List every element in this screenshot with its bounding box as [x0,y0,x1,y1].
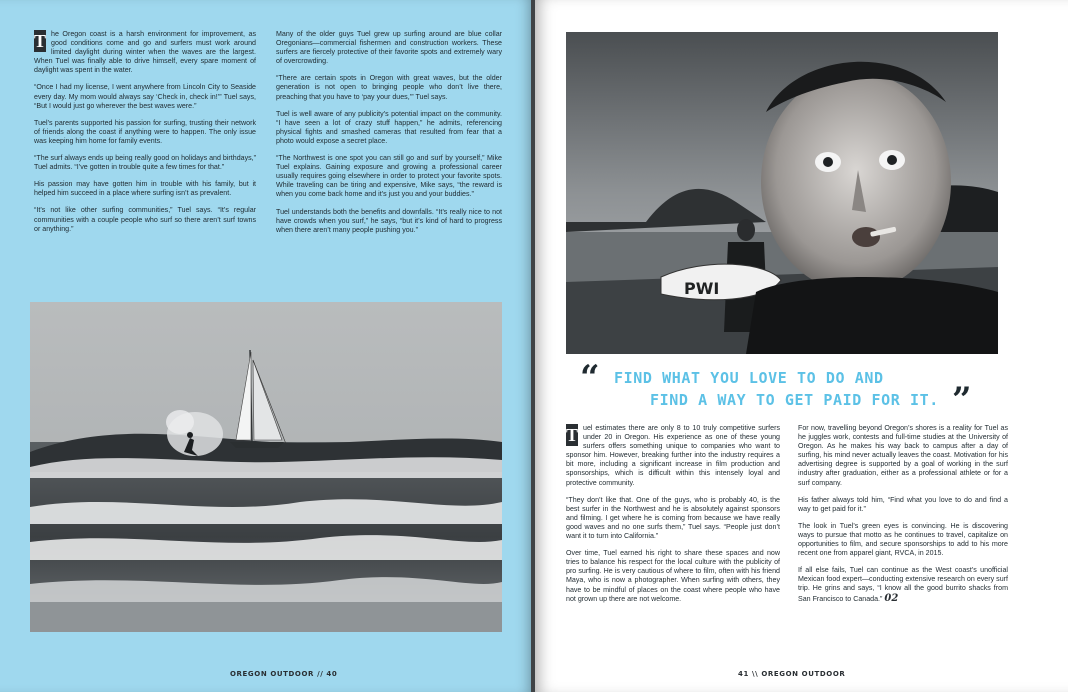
drop-cap: T [566,425,579,445]
paragraph: His father always told him, “Find what you love to do and find a way to get paid for it.” [798,495,1008,513]
page-folio-right: 41 \\ OREGON OUTDOOR [738,670,846,678]
paragraph: T uel estimates there are only 8 to 10 truly competitive surfers under 20 in Oregon. His experience as one of these young surfers offers something unique to companies who want to sponsor him. However, breaking further into the industry requires a bit more, including a significant increase in film production and sponsorships, which is difficult within this intensely loyal and protective community. [566,424,780,487]
drop-cap: T [34,31,47,51]
left-column-2 [276,30,502,235]
paragraph: Many of the older guys Tuel grew up surfing around are blue collar Oregonians—commercial fishermen and construction workers. These surfers are fiercely protective of their favorite spots and extremely wary of overcrowding. [276,30,502,66]
pull-quote [580,358,1010,420]
left-column-1 [34,30,256,234]
surfboard-logo: PWI [684,279,720,298]
paragraph: “The Northwest is one spot you can still go and surf by yourself,” Mike Tuel explains. Gaining exposure and growing a professional career usually requires going elsewhere in order to protect your favorite spots. While traveling can be tiring and expensive, Mike says, “the reward is when you come back home and it’s just you and your buddies.” [276,154,502,199]
right-column-2 [798,424,1008,604]
paragraph: Over time, Tuel earned his right to share these spaces and now tries to balance his respect for the local culture with the publicity of pro surfing. He is very cautious of where to film, often with his friend Maya, who is now a photographer. When surfing with others, they have to be mindful of places on the coast where people who have not grown up there are not welcome. [566,549,780,603]
paragraph: T he Oregon coast is a harsh environment for improvement, as good conditions come and go and surfers must work around limited daylight during winter when the waves are the largest. When Tuel was finally able to drive himself, every spare moment of daylight was spent in the water. [34,30,256,75]
right-column-1 [566,424,780,604]
pull-quote-line-1: FIND WHAT YOU LOVE TO DO AND [614,369,884,387]
paragraph: “There are certain spots in Oregon with great waves, but the older generation is not open to bringing people who don’t live there, preaching that you have to ‘pay your dues,’” Tuel says. [276,74,502,101]
portrait-photo-illustration [566,32,998,354]
paragraph: His passion may have gotten him in trouble with his family, but it helped him succeed in a place where surfing isn’t as prevalent. [34,180,256,198]
page-gutter [531,0,535,692]
quote-open-mark: “ [580,358,600,398]
paragraph: “The surf always ends up being really good on holidays and birthdays,” Tuel admits. “I’ve gotten in trouble quite a few times for that.” [34,154,257,172]
quote-close-mark: ” [952,380,972,420]
article-signoff-mark: 02 [884,592,899,604]
surfing-photo-illustration [30,302,502,632]
paragraph: “They don’t like that. One of the guys, who is probably 40, is the best surfer in the Northwest and he is absolutely against sponsors and filming. I get where he is coming from because we have really good waves and no one surfs them,” Tuel says. “People just don’t want it to turn into California.” [566,495,780,541]
page-folio-left: OREGON OUTDOOR // 40 [230,670,338,678]
paragraph: Tuel understands both the benefits and downfalls. “It’s really nice to not have crowds when you surf,” he says, “but it’s kind of hard to progress when there aren’t many people pushing you.” [276,207,502,234]
pull-quote-line-2: FIND A WAY TO GET PAID FOR IT. [650,391,939,409]
paragraph: If all else fails, Tuel can continue as the West coast’s unofficial Mexican food expert—conducting extensive research on every surf trip. He grins and says, “I know all the good burrito shacks from San Francisco to Canada.” 02 [798,566,1008,604]
paragraph: Tuel is well aware of any publicity’s potential impact on the community. “I have seen a lot of crazy stuff happen,” he admits, referencing physical fights and smashed cameras that resulted from fear that a photo would expose a secret place. [276,109,502,145]
surfer-portrait-photo [566,32,998,354]
paragraph: For now, travelling beyond Oregon’s shores is a reality for Tuel as he juggles work, contests and full-time studies at the University of Oregon. As he makes his way back to campus after a day of surfing, his mind never actually leaves the coast. Motivation for his advertising degree is supported by a goal of working in the surf industry after graduation, either as a professional athlete or for a surf company. [798,424,1008,487]
paragraph: Tuel’s parents supported his passion for surfing, trusting their network of friends along the coast if anything were to happen. The only issue was keeping him home for family events. [34,118,256,145]
paragraph: “Once I had my license, I went anywhere from Lincoln City to Seaside every day. My mom would always say ‘Check in, check in!’” Tuel says, “But I would just go wherever the best waves were.” [34,83,256,110]
paragraph: “It’s not like other surfing communities,” Tuel says. “It’s regular communities with a couple people who surf so there aren’t surf towns or anything.” [34,206,256,233]
paragraph: The look in Tuel’s green eyes is convincing. He is discovering ways to pursue that motto as he continues to travel, capitalize on opportunities to film, and secure sponsorships to add to his more recent one from apparel giant, RVCA, in 2015. [798,521,1008,558]
surfing-sailboat-photo [30,302,502,632]
